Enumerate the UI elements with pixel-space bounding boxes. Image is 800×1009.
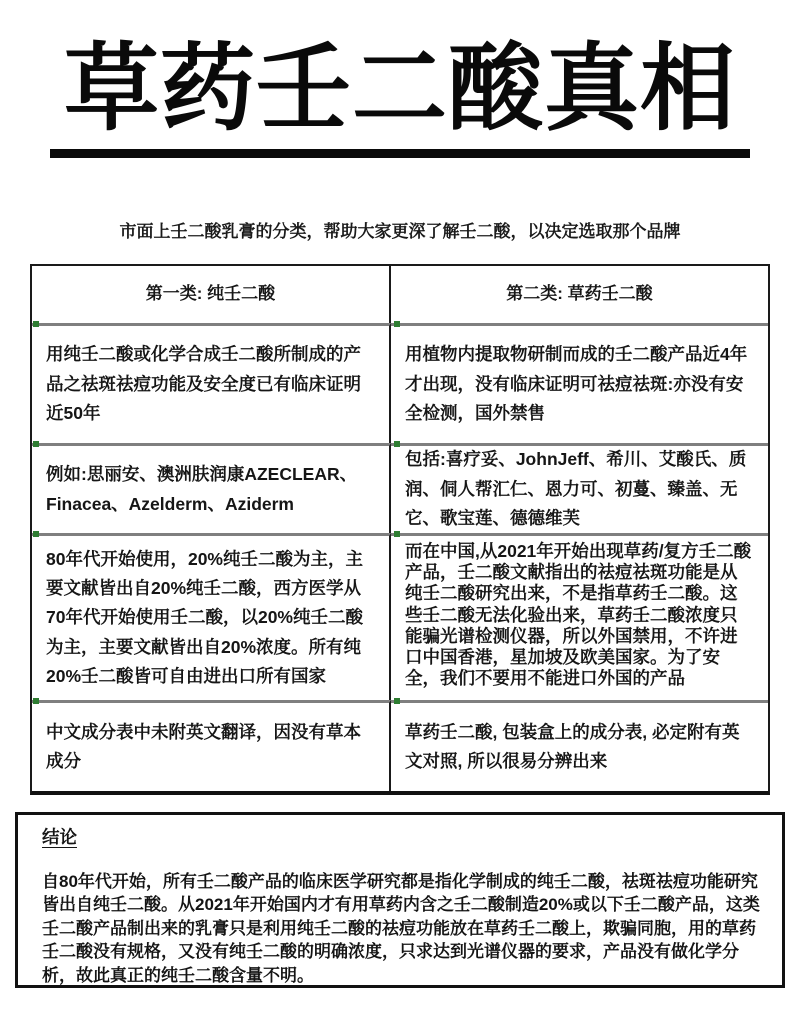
conclusion-heading: 结论 bbox=[42, 827, 77, 847]
conclusion-body: 自80年代开始，所有壬二酸产品的临床医学研究都是指化学制成的纯壬二酸，祛斑祛痘功能研究皆出自纯壬二酸。从2021年开始国内才有用草药内含之壬二酸制造20%或以下壬二酸产品，这类壬二酸产品制出来的乳膏只是利用纯壬二酸的祛痘功能放在草药壬二酸上，欺骗同胞，用的草药壬二酸没有规格，又没有纯壬二酸的明确浓度，只求达到光谱仪器的要求，产品没有做化学分析，故此真正的纯壬二酸含量不明。 bbox=[42, 872, 760, 985]
title-block bbox=[0, 32, 800, 158]
cell-corner-accent bbox=[394, 531, 400, 537]
conclusion-box bbox=[15, 812, 785, 988]
comparison-table bbox=[30, 264, 770, 795]
table-cell-label-herbal: 草药壬二酸, 包装盒上的成分表, 必定附有英文对照, 所以很易分辨出来 bbox=[391, 700, 768, 791]
cell-corner-accent bbox=[394, 698, 400, 704]
page-title: 草药壬二酸真相 bbox=[50, 32, 750, 158]
cell-corner-accent bbox=[33, 698, 39, 704]
cell-corner-accent bbox=[33, 531, 39, 537]
table-cell-brands-herbal: 包括:喜疗妥、JohnJeff、希川、艾酸氏、质润、侗人帮汇仁、恩力可、初蔓、臻盖、无它、歌宝莲、德德维芙 bbox=[391, 443, 768, 533]
cell-corner-accent bbox=[33, 441, 39, 447]
table-cell-history-herbal: 而在中国,从2021年开始出现草药/复方壬二酸产品，壬二酸文献指出的祛痘祛斑功能是从纯壬二酸研究出来，不是指草药壬二酸。这些壬二酸无法化验出来，草药壬二酸浓度只能骗光谱检测仪器，所以外国禁用，不许进口中国香港，星加坡及欧美国家。为了安全，我们不要用不能进口外国的产品 bbox=[391, 533, 768, 700]
table-cell-brands-pure: 例如:思丽安、澳洲肤润康AZECLEAR、Finacea、Azelderm、Aziderm bbox=[32, 443, 391, 533]
table-cell-clinical-proof-herbal: 用植物内提取物研制而成的壬二酸产品近4年才出现，没有临床证明可祛痘祛斑:亦没有安全检测，国外禁售 bbox=[391, 323, 768, 443]
cell-corner-accent bbox=[33, 321, 39, 327]
cell-corner-accent bbox=[394, 441, 400, 447]
cell-corner-accent bbox=[394, 321, 400, 327]
table-cell-history-pure: 80年代开始使用，20%纯壬二酸为主，主要文献皆出自20%纯壬二酸，西方医学从70年代开始使用壬二酸，以20%纯壬二酸为主，主要文献皆出自20%浓度。所有纯20%壬二酸皆可自由进出口所有国家 bbox=[32, 533, 391, 700]
table-header-pure-azelaic: 第一类: 纯壬二酸 bbox=[32, 266, 391, 323]
table-cell-label-pure: 中文成分表中未附英文翻译，因没有草本成分 bbox=[32, 700, 391, 791]
table-cell-clinical-proof-pure: 用纯壬二酸或化学合成壬二酸所制成的产品之祛斑祛痘功能及安全度已有临床证明近50年 bbox=[32, 323, 391, 443]
table-header-herbal-azelaic: 第二类: 草药壬二酸 bbox=[506, 284, 653, 304]
page-subtitle: 市面上壬二酸乳膏的分类，帮助大家更深了解壬二酸，以决定选取那个品牌 bbox=[119, 222, 681, 241]
